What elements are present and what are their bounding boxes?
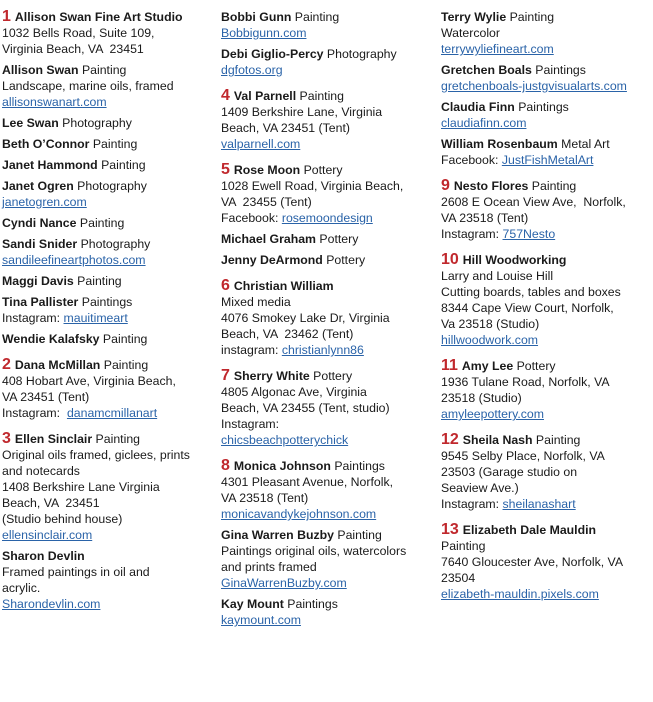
artist-heading [2, 215, 212, 231]
artist-entry [2, 115, 212, 131]
artist-link[interactable]: amyleepottery.com [441, 407, 544, 421]
artist-link[interactable]: chicsbeachpotterychick [221, 433, 349, 447]
artist-medium: Painting [333, 528, 382, 542]
link-line [2, 194, 212, 210]
artist-name: Hill Woodworking [462, 253, 567, 267]
artist-link[interactable]: christianlynn86 [281, 343, 364, 357]
artist-name: Debi Giglio-Percy [221, 47, 324, 61]
artist-name: Gretchen Boals [441, 63, 532, 77]
location-number: 9 [441, 177, 450, 194]
artist-name: Gina Warren Buzby [221, 528, 334, 542]
detail-line: VA 23518 (Tent) [221, 491, 309, 505]
link-line [441, 152, 651, 168]
link-prefix: Instagram: [2, 406, 67, 420]
artist-heading [221, 368, 433, 384]
detail-line: VA 23518 (Tent) [441, 211, 529, 225]
artist-entry [2, 548, 212, 612]
artist-entry [221, 527, 433, 591]
artist-name: Rose Moon [233, 163, 301, 177]
artist-name: Maggi Davis [2, 274, 74, 288]
artist-entry [441, 62, 651, 94]
detail-line: Landscape, marine oils, framed [2, 79, 174, 93]
column-2 [221, 9, 433, 633]
detail-line: 8344 Cape View Court, Norfolk, [441, 301, 614, 315]
artist-link[interactable]: janetogren.com [2, 195, 87, 209]
artist-entry [2, 357, 212, 421]
link-line [2, 405, 212, 421]
detail-line: 4301 Pleasant Avenue, Norfolk, [221, 475, 394, 489]
link-line [2, 310, 212, 326]
detail-line: 2608 E Ocean View Ave, Norfolk, [441, 195, 626, 209]
artist-entry [2, 236, 212, 268]
artist-medium: Painting [97, 158, 146, 172]
artist-name: Sheila Nash [462, 433, 533, 447]
link-line [221, 210, 433, 226]
detail-line: Cutting boards, tables and boxes [441, 285, 621, 299]
link-line [2, 252, 212, 268]
artist-heading [221, 252, 433, 268]
detail-line: VA 23451 (Tent) [2, 390, 90, 404]
artist-medium: Paintings [514, 100, 569, 114]
detail-line: Mixed media [221, 295, 291, 309]
artist-entry [441, 136, 651, 168]
artist-entry [221, 231, 433, 247]
artist-link[interactable]: Bobbigunn.com [221, 26, 307, 40]
artist-link[interactable]: ellensinclair.com [2, 528, 93, 542]
link-line [441, 332, 651, 348]
artist-medium: Pottery [316, 232, 359, 246]
detail-line: 1032 Bells Road, Suite 109, [2, 26, 155, 40]
artist-medium: Photography [58, 116, 132, 130]
artist-entry [2, 9, 212, 57]
artist-heading [221, 596, 433, 612]
artist-medium: Paintings [283, 597, 338, 611]
artist-name: Janet Ogren [2, 179, 74, 193]
detail-line: Larry and Louise Hill [441, 269, 554, 283]
artist-link[interactable]: danamcmillanart [66, 406, 158, 420]
artist-medium: Painting [532, 433, 581, 447]
artist-heading [441, 178, 651, 194]
detail-line: Beach, VA 23451 (Tent) [221, 121, 350, 135]
artist-link[interactable]: kaymount.com [221, 613, 301, 627]
artist-entry [221, 88, 433, 152]
artist-name: Monica Johnson [233, 459, 331, 473]
detail-line: 1936 Tulane Road, Norfolk, VA [441, 375, 610, 389]
link-prefix: instagram: [221, 343, 282, 357]
artist-name: Beth O’Connor [2, 137, 90, 151]
artist-heading [2, 273, 212, 289]
location-number: 7 [221, 367, 230, 384]
artist-name: Terry Wylie [441, 10, 507, 24]
artist-entry [441, 522, 651, 602]
location-number: 1 [2, 8, 11, 25]
detail-line: 7640 Gloucester Ave, Norfolk, VA [441, 555, 624, 569]
artist-medium: Painting [506, 10, 555, 24]
detail-line: Seaview Ave.) [441, 481, 519, 495]
detail-line: 4076 Smokey Lake Dr, Virginia [221, 311, 390, 325]
detail-line: (Studio behind house) [2, 512, 123, 526]
link-line [441, 115, 651, 131]
artist-name: Cyndi Nance [2, 216, 77, 230]
artist-entry [441, 252, 651, 348]
detail-line: 1408 Berkshire Lane Virginia [2, 480, 160, 494]
artist-heading [2, 157, 212, 173]
location-number: 12 [441, 431, 459, 448]
location-number: 10 [441, 251, 459, 268]
location-number: 3 [2, 430, 11, 447]
detail-line: VA 23455 (Tent) [221, 195, 312, 209]
artist-name: Tina Pallister [2, 295, 79, 309]
link-line [2, 94, 212, 110]
link-line [441, 496, 651, 512]
location-number: 6 [221, 277, 230, 294]
artist-entry [2, 178, 212, 210]
detail-line: 1409 Berkshire Lane, Virginia [221, 105, 383, 119]
link-line [221, 575, 433, 591]
artist-name: Allison Swan [2, 63, 79, 77]
artist-entry [2, 215, 212, 231]
artist-link[interactable]: GinaWarrenBuzby.com [221, 576, 347, 590]
link-line [441, 226, 651, 242]
artist-entry [2, 136, 212, 152]
artist-medium: Painting [100, 358, 149, 372]
artist-link[interactable]: sandileefineartphotos.com [2, 253, 146, 267]
artist-name: Janet Hammond [2, 158, 98, 172]
artist-heading [221, 231, 433, 247]
artist-name: Amy Lee [461, 359, 514, 373]
link-line [221, 506, 433, 522]
artist-entry [2, 331, 212, 347]
artist-medium: Painting [76, 216, 125, 230]
artist-entry [2, 431, 212, 543]
detail-line: 23504 [441, 571, 476, 585]
link-line [441, 586, 651, 602]
detail-line: Paintings original oils, watercolors [221, 544, 407, 558]
artist-heading [441, 136, 651, 152]
artist-link[interactable]: sheilanashart [502, 497, 576, 511]
artist-heading [441, 522, 651, 538]
artist-name: Sharon Devlin [2, 549, 85, 563]
artist-name: Jenny DeArmond [221, 253, 323, 267]
artist-medium: Paintings [531, 63, 586, 77]
artist-link[interactable]: valparnell.com [221, 137, 301, 151]
link-line [221, 136, 433, 152]
location-number: 2 [2, 356, 11, 373]
detail-line: 4805 Algonac Ave, Virginia [221, 385, 367, 399]
artist-entry [221, 458, 433, 522]
artist-link[interactable]: dgfotos.org [221, 63, 283, 77]
artist-heading [2, 115, 212, 131]
artist-heading [441, 99, 651, 115]
artist-link[interactable]: gretchenboals-justgvisualarts.com [441, 79, 627, 93]
artist-medium: Photography [77, 237, 151, 251]
artist-link[interactable]: terrywyliefineart.com [441, 42, 554, 56]
artist-name: Sherry White [233, 369, 310, 383]
artist-medium: Pottery [309, 369, 353, 383]
artist-heading [2, 9, 212, 25]
artist-entry [441, 358, 651, 422]
detail-line: 23503 (Garage studio on [441, 465, 578, 479]
link-line [221, 612, 433, 628]
artist-heading [2, 548, 212, 564]
link-line [441, 41, 651, 57]
artist-name: Wendie Kalafsky [2, 332, 100, 346]
artist-heading [2, 357, 212, 373]
detail-line: Va 23518 (Studio) [441, 317, 540, 331]
detail-line: Painting [441, 539, 486, 553]
artist-link[interactable]: elizabeth-mauldin.pixels.com [441, 587, 599, 601]
artist-entry [441, 178, 651, 242]
link-prefix: Facebook: [221, 211, 282, 225]
artist-link[interactable]: monicavandykejohnson.com [221, 507, 377, 521]
artist-medium: Painting [92, 432, 140, 446]
link-prefix: Instagram: [2, 311, 64, 325]
artist-entry [2, 294, 212, 326]
artist-medium: Painting [89, 137, 138, 151]
artist-name: Elizabeth Dale Mauldin [462, 523, 597, 537]
artist-name: Nesto Flores [453, 179, 529, 193]
artist-link[interactable]: rosemoondesign [281, 211, 373, 225]
artist-heading [221, 46, 433, 62]
artist-link[interactable]: hillwoodwork.com [441, 333, 539, 347]
detail-line: Virginia Beach, VA 23451 [2, 42, 144, 56]
artist-name: Lee Swan [2, 116, 59, 130]
artist-heading [2, 178, 212, 194]
link-line [441, 406, 651, 422]
link-line [221, 62, 433, 78]
artist-heading [2, 136, 212, 152]
location-number: 11 [441, 357, 458, 374]
artist-heading [221, 458, 433, 474]
artist-link[interactable]: mauitimeart [63, 311, 128, 325]
artist-entry [441, 99, 651, 131]
artist-entry [2, 62, 212, 110]
artist-heading [221, 527, 433, 543]
artist-heading [2, 294, 212, 310]
artist-name: Val Parnell [233, 89, 297, 103]
link-prefix: Instagram: [441, 227, 503, 241]
artist-name: Michael Graham [221, 232, 316, 246]
artist-name: Bobbi Gunn [221, 10, 292, 24]
artist-medium: Painting [528, 179, 577, 193]
artist-entry [441, 432, 651, 512]
artist-entry [221, 9, 433, 41]
artist-name: Claudia Finn [441, 100, 515, 114]
artist-medium: Painting [78, 63, 127, 77]
detail-line: 408 Hobart Ave, Virginia Beach, [2, 374, 176, 388]
artist-heading [441, 432, 651, 448]
artist-heading [2, 236, 212, 252]
link-line [221, 432, 433, 448]
artist-name: Allison Swan Fine Art Studio [14, 10, 183, 24]
artist-entry [221, 252, 433, 268]
location-number: 8 [221, 457, 230, 474]
artist-medium: Painting [291, 10, 340, 24]
artist-link[interactable]: Sharondevlin.com [2, 597, 101, 611]
artist-heading [221, 162, 433, 178]
artist-medium: Pottery [513, 359, 556, 373]
artist-link[interactable]: 757Nesto [502, 227, 556, 241]
artist-heading [2, 331, 212, 347]
artist-medium: Painting [99, 332, 148, 346]
detail-line: 9545 Selby Place, Norfolk, VA [441, 449, 605, 463]
artist-entry [2, 157, 212, 173]
artist-medium: Photography [73, 179, 147, 193]
artist-name: William Rosenbaum [441, 137, 558, 151]
detail-line: Instagram: [221, 417, 280, 431]
artist-heading [441, 252, 651, 268]
link-prefix: Facebook: [441, 153, 502, 167]
artist-entry [221, 368, 433, 448]
artist-medium: Paintings [78, 295, 133, 309]
artist-heading [441, 358, 651, 374]
link-line [2, 596, 212, 612]
artist-name: Ellen Sinclair [14, 432, 93, 446]
artist-entry [441, 9, 651, 57]
artist-link[interactable]: claudiafinn.com [441, 116, 527, 130]
link-line [221, 342, 433, 358]
artist-heading [221, 278, 433, 294]
artist-heading [221, 88, 433, 104]
location-number: 5 [221, 161, 230, 178]
detail-line: Framed paintings in oil and [2, 565, 150, 579]
link-line [2, 527, 212, 543]
artist-heading [441, 9, 651, 25]
artist-entry [221, 162, 433, 226]
artist-name: Christian William [233, 279, 334, 293]
detail-line: acrylic. [2, 581, 41, 595]
detail-line: Original oils framed, giclees, prints [2, 448, 190, 462]
artist-medium: Pottery [300, 163, 343, 177]
detail-line: 23518 (Studio) [441, 391, 522, 405]
artist-heading [2, 62, 212, 78]
artist-medium: Pottery [322, 253, 366, 267]
artist-entry [221, 46, 433, 78]
artist-entry [221, 596, 433, 628]
link-line [221, 25, 433, 41]
artist-medium: Metal Art [557, 137, 610, 151]
artist-heading [441, 62, 651, 78]
detail-line: Beach, VA 23451 [2, 496, 100, 510]
column-1 [2, 9, 212, 617]
artist-entry [221, 278, 433, 358]
link-prefix: Instagram: [441, 497, 503, 511]
location-number: 4 [221, 87, 230, 104]
column-3 [441, 9, 651, 607]
artist-link[interactable]: allisonswanart.com [2, 95, 107, 109]
detail-line: and notecards [2, 464, 80, 478]
link-line [441, 78, 651, 94]
artist-heading [2, 431, 212, 447]
artist-entry [2, 273, 212, 289]
artist-medium: Photography [323, 47, 397, 61]
artist-heading [221, 9, 433, 25]
artist-medium: Paintings [330, 459, 385, 473]
detail-line: Beach, VA 23462 (Tent) [221, 327, 354, 341]
artist-medium: Painting [73, 274, 122, 288]
artist-medium: Painting [296, 89, 344, 103]
artist-name: Sandi Snider [2, 237, 78, 251]
detail-line: Beach, VA 23455 (Tent, studio) [221, 401, 390, 415]
artist-link[interactable]: JustFishMetalArt [501, 153, 594, 167]
detail-line: and prints framed [221, 560, 317, 574]
artist-name: Dana McMillan [14, 358, 101, 372]
artist-name: Kay Mount [221, 597, 284, 611]
location-number: 13 [441, 521, 459, 538]
detail-line: Watercolor [441, 26, 500, 40]
detail-line: 1028 Ewell Road, Virginia Beach, [221, 179, 404, 193]
